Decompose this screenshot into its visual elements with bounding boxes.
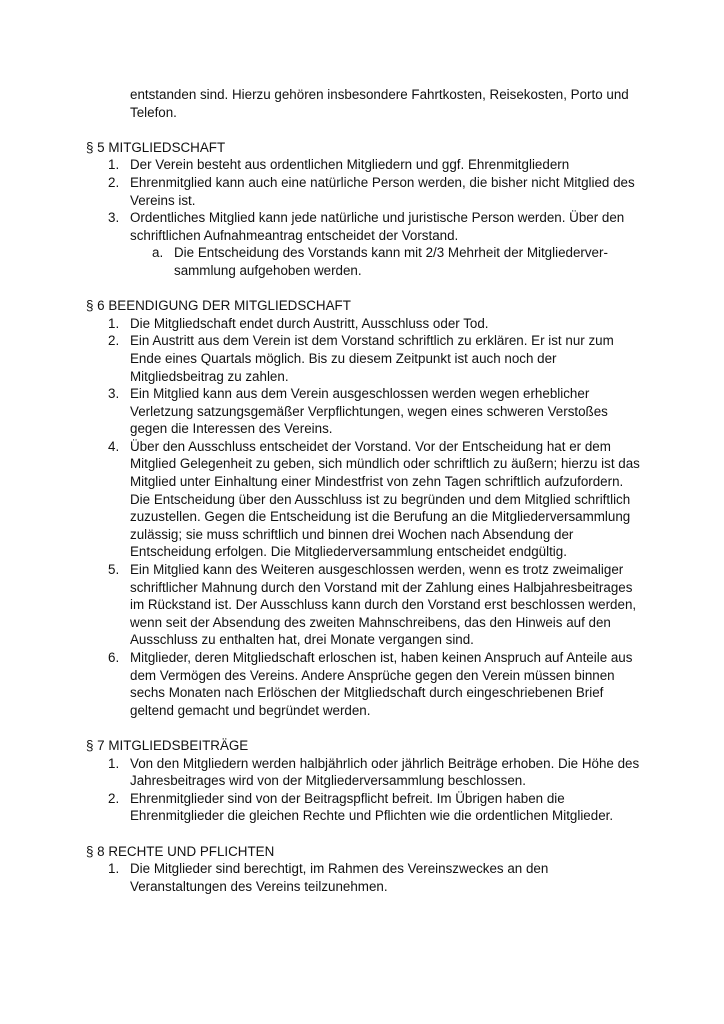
list-item-text: Ehrenmitglied kann auch eine natürliche Person werden, die bisher nicht Mitglied des Vereins ist.: [130, 174, 635, 208]
section-heading: § 6 BEENDIGUNG DER MITGLIEDSCHAFT: [86, 298, 351, 314]
section-5-mitgliedschaft: [86, 139, 646, 280]
list-number: 1.: [108, 315, 120, 331]
list-number: 3.: [108, 210, 120, 226]
list-item-text: Die Mitglieder sind berechtigt, im Rahmen des Vereinszweckes an den Veranstaltungen des Vereins teilzunehmen.: [130, 861, 549, 894]
section-list: [86, 156, 646, 279]
list-number: 3.: [108, 386, 120, 402]
list-number: 2.: [108, 174, 120, 190]
list-number: 4.: [108, 438, 120, 454]
list-item: [86, 385, 646, 438]
document-page: [86, 86, 646, 895]
list-item-text: Der Verein besteht aus ordentlichen Mitgliedern und ggf. Ehrenmitgliedern: [130, 157, 570, 173]
list-item-text: Mitglieder, deren Mitgliedschaft erloschen ist, haben keinen Anspruch auf Anteile aus dem Vermögen des Vereins. Andere Ansprüche gegen den Verein müssen binnen sechs Monaten nach Erlöschen der Mitgliedschaft durch eingeschriebenen Brief geltend gemacht und begründet werden.: [130, 650, 633, 718]
sub-list-letter: a.: [152, 245, 164, 261]
list-item-text: Von den Mitgliedern werden halbjährlich oder jährlich Beiträge erhoben. Die Höhe des Jahresbeitrages wird von der Mitgliederversammlung beschlossen.: [130, 755, 640, 789]
list-item: [86, 755, 646, 790]
list-number: 2.: [108, 333, 120, 349]
list-number: 1.: [108, 861, 120, 877]
list-item-text: Ehrenmitglieder sind von der Beitragspflicht befreit. Im Übrigen haben die Ehrenmitglieder die gleichen Rechte und Pflichten wie die ordentlichen Mitglieder.: [130, 790, 614, 824]
list-item: [86, 438, 646, 561]
list-item: [86, 561, 646, 649]
list-number: 6.: [108, 650, 120, 665]
sub-list: [130, 244, 646, 279]
section-list: [86, 755, 646, 825]
list-item: [86, 332, 646, 385]
list-item-text: Ein Austritt aus dem Verein ist dem Vorstand schriftlich zu erklären. Er ist nur zum Ende eines Quartals möglich. Bis zu diesem Zeitpunkt ist auch noch der Mitgliedsbeitrag zu zahlen.: [130, 333, 614, 384]
list-number: 1.: [108, 755, 120, 771]
list-number: 2.: [108, 790, 120, 806]
list-item: [86, 790, 646, 825]
section-list: [86, 315, 646, 720]
list-number: 1.: [108, 157, 120, 173]
sub-list-item-text: Die Entscheidung des Vorstands kann mit 2/3 Mehrheit der Mitgliederver-sammlung aufgehoben werden.: [174, 245, 608, 278]
list-item: [86, 174, 646, 209]
section-8-rechte-pflichten: [86, 843, 646, 896]
list-item-text: Über den Ausschluss entscheidet der Vorstand. Vor der Entscheidung hat er dem Mitglied Gelegenheit zu geben, sich mündlich oder schriftlich zu äußern; hierzu ist das Mitglied unter Einhaltung einer Mindestfrist von zehn Tagen schriftlich aufzufordern. Die Entscheidung über den Ausschluss ist zu begründen und dem Mitglied schriftlich zuzustellen. Gegen die Entscheidung ist die Berufung an die Mitgliederversammlung zulässig; sie muss schriftlich und binnen drei Wochen nach Absendung der Entscheidung erfolgen. Die Mitgliederversammlung entscheidet endgültig.: [130, 438, 640, 560]
section-heading: § 8 RECHTE UND PFLICHTEN: [86, 843, 275, 859]
section-heading: § 7 MITGLIEDSBEITRÄGE: [86, 737, 249, 753]
list-item-text: Ordentliches Mitglied kann jede natürliche und juristische Person werden. Über den schriftlichen Aufnahmeantrag entscheidet der Vorstand.: [130, 210, 625, 243]
section-list: [86, 860, 646, 895]
list-item-text: Die Mitgliedschaft endet durch Austritt, Ausschluss oder Tod.: [130, 315, 489, 331]
sub-list-item: [152, 244, 646, 279]
section-7-mitgliedsbeitraege: [86, 737, 646, 825]
section-heading: § 5 MITGLIEDSCHAFT: [86, 139, 226, 155]
list-item: [86, 860, 646, 895]
list-item: [86, 209, 646, 279]
continuation-paragraph: entstanden sind. Hierzu gehören insbesondere Fahrtkosten, Reisekosten, Porto und Telefon.: [130, 87, 629, 120]
list-item: [86, 156, 646, 174]
list-item-text: Ein Mitglied kann aus dem Verein ausgeschlossen werden wegen erheblicher Verletzung satzungsgemäßer Verpflichtungen, wegen eines schweren Verstoßes gegen die Interessen des Vereins.: [130, 386, 608, 437]
section-6-beendigung: [86, 297, 646, 719]
list-item: [86, 315, 646, 333]
list-item-text: Ein Mitglied kann des Weiteren ausgeschlossen werden, wenn es trotz zweimaliger schriftlicher Mahnung durch den Vorstand mit der Zahlung eines Halbjahresbeitrages im Rückstand ist. Der Ausschluss kann durch den Vorstand erst beschlossen werden, wenn seit der Absendung des zweiten Mahnschreibens, das den Hinweis auf den Ausschluss zu enthalten hat, drei Monate vergangen sind.: [130, 562, 637, 648]
list-number: 5.: [108, 562, 120, 578]
list-item: [86, 649, 646, 719]
